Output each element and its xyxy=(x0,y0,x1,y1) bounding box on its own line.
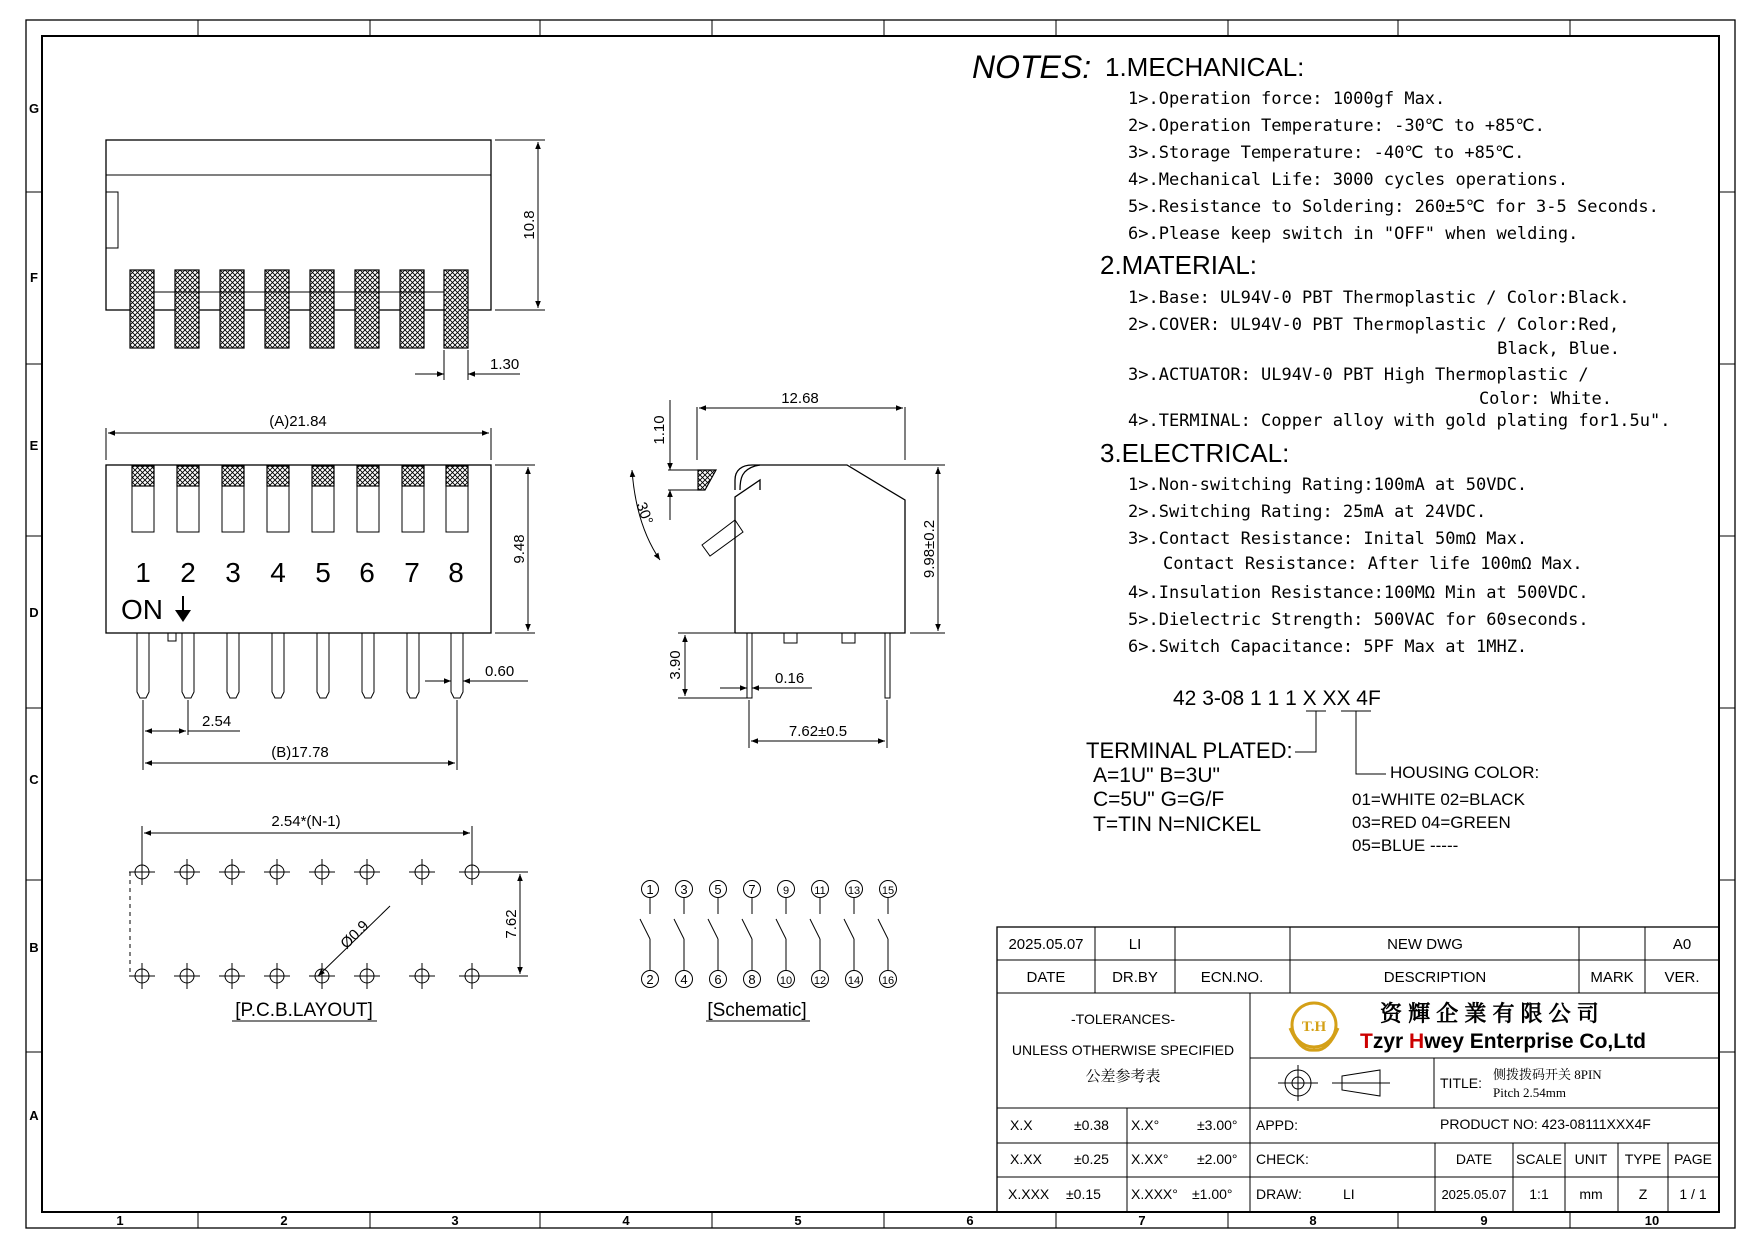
company-name-en: Tzyr Hwey Enterprise Co,Ltd xyxy=(1360,1030,1646,1053)
title-block xyxy=(997,927,1719,1212)
row-label: D xyxy=(29,605,39,620)
notes-item: 3>.Storage Temperature: -40℃ to +85℃. xyxy=(1128,143,1525,163)
tol-label: X.X xyxy=(1010,1117,1033,1133)
header2-date: DATE xyxy=(1455,1151,1493,1167)
col-label: 5 xyxy=(794,1213,802,1228)
tol-value: ±1.00° xyxy=(1192,1186,1233,1202)
pcb-hole-icon xyxy=(174,859,200,885)
notes-item: 3>.Contact Resistance: Inital 50mΩ Max. xyxy=(1128,529,1528,549)
dim-pcb-span: 2.54*(N-1) xyxy=(271,813,341,830)
tol-label: X.XXX xyxy=(1008,1186,1050,1202)
notes-item: Color: White. xyxy=(1478,389,1612,409)
dim-top-a: (A)21.84 xyxy=(269,413,327,430)
schematic-pin-bottom: 16 xyxy=(881,975,895,987)
dim-end-pin-length: 3.90 xyxy=(667,650,684,680)
side-view-actuators xyxy=(130,270,468,348)
notes-item: 4>.TERMINAL: Copper alloy with gold plating for1.5u". xyxy=(1128,411,1671,431)
notes-item: 6>.Switch Capacitance: 5PF Max at 1MHZ. xyxy=(1128,637,1528,657)
notes-item: Black, Blue. xyxy=(1497,339,1620,359)
terminal-plated-title: TERMINAL PLATED: xyxy=(1086,738,1293,763)
tol-label: X.X° xyxy=(1131,1117,1160,1133)
dim-pitch: 2.54 xyxy=(202,713,232,730)
dim-pcb-row: 7.62 xyxy=(503,909,520,939)
header-mark: MARK xyxy=(1590,969,1634,986)
housing-option: 01=WHITE 02=BLACK xyxy=(1352,790,1525,809)
schematic-switch xyxy=(878,881,897,988)
col-label: 1 xyxy=(116,1213,124,1228)
drawn-by: LI xyxy=(1343,1186,1355,1202)
on-arrow-icon xyxy=(175,596,191,622)
value-type: Z xyxy=(1638,1186,1648,1202)
header2-scale: SCALE xyxy=(1516,1151,1562,1167)
switch-number: 6 xyxy=(359,557,375,588)
dim-top-b: (B)17.78 xyxy=(271,744,329,761)
dim-side-height: 10.8 xyxy=(521,210,538,240)
projection-symbol-icon xyxy=(1278,1065,1390,1101)
part-code xyxy=(1086,687,1539,855)
notes-item: 5>.Resistance to Soldering: 260±5℃ for 3-5 Seconds. xyxy=(1128,197,1659,217)
value-unit: mm xyxy=(1579,1186,1603,1202)
company-logo-icon xyxy=(1290,1003,1338,1050)
pcb-hole-icon xyxy=(309,859,335,885)
notes xyxy=(972,49,1670,657)
header-version: VER. xyxy=(1664,969,1700,986)
col-label: 9 xyxy=(1480,1213,1488,1228)
notes-item: 4>.Mechanical Life: 3000 cycles operations. xyxy=(1128,170,1569,190)
schematic-switches xyxy=(640,881,897,988)
schematic-switch xyxy=(708,881,727,988)
switch-number: 7 xyxy=(404,557,420,588)
col-label: 7 xyxy=(1138,1213,1146,1228)
notes-item: Contact Resistance: After life 100mΩ Max. xyxy=(1163,554,1583,574)
tol-label: X.XXX° xyxy=(1131,1186,1178,1202)
schematic-label: [Schematic] xyxy=(707,1000,807,1021)
tolerances-title: -TOLERANCES- xyxy=(1071,1011,1175,1027)
notes-item: 2>.Operation Temperature: -30℃ to +85℃. xyxy=(1128,116,1545,136)
rev-version: A0 xyxy=(1672,936,1692,953)
schematic-pin-top: 9 xyxy=(782,885,790,897)
header2-type: TYPE xyxy=(1624,1151,1662,1167)
schematic-pin-top: 7 xyxy=(748,882,756,897)
top-view-slots xyxy=(132,466,468,532)
row-label: F xyxy=(30,270,38,285)
logo-mark: T.H xyxy=(1301,1019,1327,1035)
col-label: 8 xyxy=(1309,1213,1317,1228)
schematic-pin-bottom: 8 xyxy=(748,972,756,987)
header2-page: PAGE xyxy=(1674,1151,1712,1167)
switch-number: 1 xyxy=(135,557,151,588)
pcb-hole-icon xyxy=(409,963,435,989)
dim-end-actuator: 1.10 xyxy=(651,415,668,445)
terminal-option: C=5U" G=G/F xyxy=(1093,788,1225,811)
value-date: 2025.05.07 xyxy=(1441,1187,1507,1202)
pcb-hole-icon xyxy=(129,859,155,885)
dim-end-row: 7.62±0.5 xyxy=(788,723,848,740)
drawing-title: 侧拨拨码开关 8PIN xyxy=(1493,1067,1602,1082)
switch-number: 4 xyxy=(270,557,286,588)
switch-number: 3 xyxy=(225,557,241,588)
dim-end-pin-thickness: 0.16 xyxy=(775,670,805,687)
schematic-pin-top: 15 xyxy=(881,885,895,897)
terminal-option: T=TIN N=NICKEL xyxy=(1093,813,1262,836)
schematic-pin-top: 5 xyxy=(714,882,722,897)
housing-option: 05=BLUE ----- xyxy=(1352,836,1459,855)
terminal-option: A=1U" B=3U" xyxy=(1093,764,1220,787)
schematic-switch xyxy=(674,881,693,988)
schematic-pin-top: 1 xyxy=(646,882,654,897)
schematic-switch xyxy=(844,881,863,988)
dim-top-height: 9.48 xyxy=(511,534,528,564)
schematic-pin-top: 13 xyxy=(847,885,861,897)
schematic-switch xyxy=(742,881,761,988)
pcb-hole-icon xyxy=(459,859,485,885)
product-number: PRODUCT NO: 423-08111XXX4F xyxy=(1440,1116,1651,1132)
notes-item: 6>.Please keep switch in "OFF" when welding. xyxy=(1128,224,1579,244)
value-page: 1 / 1 xyxy=(1679,1186,1707,1202)
end-view xyxy=(632,390,945,748)
value-scale: 1:1 xyxy=(1529,1186,1549,1202)
dim-end-angle: 30° xyxy=(632,499,657,528)
pcb-hole-icon xyxy=(409,859,435,885)
pcb-holes xyxy=(129,859,485,989)
schematic-pin-bottom: 6 xyxy=(714,972,722,987)
pcb-hole-icon xyxy=(264,859,290,885)
tol-value: ±0.38 xyxy=(1074,1117,1109,1133)
notes-item: 2>.COVER: UL94V-0 PBT Thermoplastic / Color:Red, xyxy=(1128,315,1620,335)
schematic xyxy=(640,881,897,1022)
on-label: ON xyxy=(121,594,163,625)
schematic-pin-bottom: 12 xyxy=(813,975,827,987)
part-code-string: 42 3-08 1 1 1 X XX 4F xyxy=(1173,687,1381,710)
title-label: TITLE: xyxy=(1440,1075,1483,1091)
notes-section-title: 2.MATERIAL: xyxy=(1100,250,1258,280)
rev-date: 2025.05.07 xyxy=(1008,936,1084,953)
notes-item: 4>.Insulation Resistance:100MΩ Min at 500VDC. xyxy=(1128,583,1589,603)
top-view-pins xyxy=(137,633,463,698)
header-ecn: ECN.NO. xyxy=(1200,969,1264,986)
dim-pin-width: 0.60 xyxy=(485,663,515,680)
drawing-subtitle: Pitch 2.54mm xyxy=(1493,1085,1566,1100)
tol-label: X.XX° xyxy=(1131,1151,1169,1167)
schematic-switch xyxy=(810,881,829,988)
pcb-hole-icon xyxy=(309,963,335,989)
side-view xyxy=(106,140,545,380)
row-label: G xyxy=(28,101,40,116)
notes-item: 1>.Base: UL94V-0 PBT Thermoplastic / Color:Black. xyxy=(1128,288,1630,308)
schematic-pin-top: 3 xyxy=(680,882,688,897)
tolerances-cn: 公差参考表 xyxy=(1085,1069,1161,1085)
pcb-hole-icon xyxy=(129,963,155,989)
rev-by: LI xyxy=(1128,936,1142,953)
tol-value: ±3.00° xyxy=(1197,1117,1238,1133)
header-drawn-by: DR.BY xyxy=(1112,969,1158,986)
col-label: 10 xyxy=(1644,1213,1660,1228)
tolerances-subtitle: UNLESS OTHERWISE SPECIFIED xyxy=(1011,1042,1235,1058)
notes-item: 2>.Switching Rating: 25mA at 24VDC. xyxy=(1128,502,1487,522)
notes-item: 3>.ACTUATOR: UL94V-0 PBT High Thermoplastic / xyxy=(1128,365,1589,385)
notes-heading: NOTES: xyxy=(972,49,1092,85)
header-description: DESCRIPTION xyxy=(1383,969,1487,986)
header-date: DATE xyxy=(1026,969,1066,986)
tol-value: ±2.00° xyxy=(1197,1151,1238,1167)
col-label: 2 xyxy=(280,1213,288,1228)
housing-option: 03=RED 04=GREEN xyxy=(1352,813,1511,832)
drawn-label: DRAW: xyxy=(1256,1186,1302,1202)
row-label: B xyxy=(29,940,39,955)
row-labels xyxy=(29,101,39,1123)
pcb-hole-icon xyxy=(174,963,200,989)
col-label: 3 xyxy=(451,1213,459,1228)
pcb-hole-icon xyxy=(354,859,380,885)
pcb-hole-icon xyxy=(219,963,245,989)
top-view xyxy=(106,413,535,770)
switch-number: 5 xyxy=(315,557,331,588)
header2-unit: UNIT xyxy=(1574,1151,1608,1167)
switch-number: 2 xyxy=(180,557,196,588)
tol-value: ±0.25 xyxy=(1074,1151,1109,1167)
schematic-pin-top: 11 xyxy=(814,885,826,897)
col-label: 4 xyxy=(622,1213,630,1228)
dim-end-width: 12.68 xyxy=(781,390,819,407)
schematic-switch xyxy=(640,881,659,988)
notes-section-title: 3.ELECTRICAL: xyxy=(1100,438,1290,468)
rev-description: NEW DWG xyxy=(1387,936,1463,953)
notes-item: 1>.Non-switching Rating:100mA at 50VDC. xyxy=(1128,475,1528,495)
row-label: C xyxy=(29,772,39,787)
tol-value: ±0.15 xyxy=(1066,1186,1101,1202)
housing-color-title: HOUSING COLOR: xyxy=(1390,763,1540,782)
pcb-hole-icon xyxy=(264,963,290,989)
dim-side-pin: 1.30 xyxy=(490,356,520,373)
notes-item: 1>.Operation force: 1000gf Max. xyxy=(1128,89,1446,109)
switch-number: 8 xyxy=(448,557,464,588)
notes-item: 5>.Dielectric Strength: 500VAC for 60seconds. xyxy=(1128,610,1589,630)
checked-label: CHECK: xyxy=(1256,1151,1309,1167)
notes-section-title: 1.MECHANICAL: xyxy=(1105,52,1305,82)
col-label: 6 xyxy=(966,1213,974,1228)
pcb-layout-label: [P.C.B.LAYOUT] xyxy=(235,1000,373,1021)
schematic-pin-bottom: 2 xyxy=(646,972,654,987)
pcb-hole-icon xyxy=(219,859,245,885)
approved-label: APPD: xyxy=(1256,1117,1299,1133)
tol-label: X.XX xyxy=(1010,1151,1042,1167)
row-label: A xyxy=(29,1108,39,1123)
pcb-layout xyxy=(129,813,528,1021)
dim-end-height: 9.98±0.2 xyxy=(921,519,938,579)
dim-pcb-hole: Ø0.9 xyxy=(337,917,373,953)
schematic-switch xyxy=(776,881,795,988)
schematic-pin-bottom: 14 xyxy=(847,975,861,987)
switch-numbers xyxy=(135,557,464,588)
pcb-hole-icon xyxy=(459,963,485,989)
company-name-cn: 资 輝 企 業 有 限 公 司 xyxy=(1380,1001,1599,1026)
row-label: E xyxy=(29,438,39,453)
column-labels xyxy=(116,1213,1659,1228)
schematic-pin-bottom: 10 xyxy=(779,975,793,987)
schematic-pin-bottom: 4 xyxy=(680,972,688,987)
pcb-hole-icon xyxy=(354,963,380,989)
